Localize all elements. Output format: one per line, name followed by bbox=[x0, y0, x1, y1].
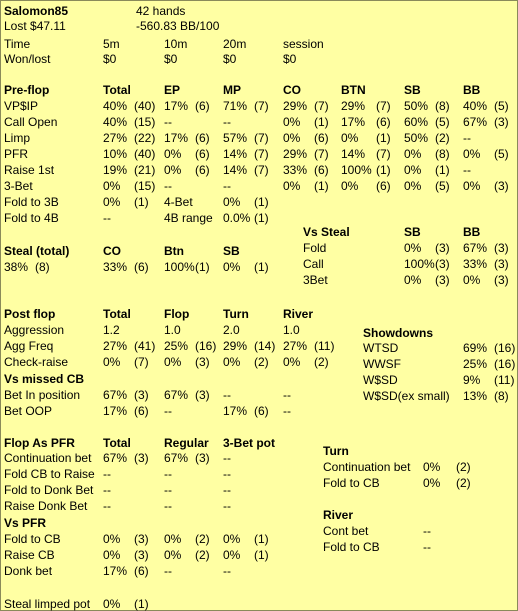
stat-value: 0% bbox=[223, 532, 241, 546]
flop-pfr-col-regular: Regular bbox=[164, 436, 209, 450]
stat-value: 17% bbox=[341, 115, 366, 129]
stat-count: (3) bbox=[494, 179, 509, 193]
stat-count: (5) bbox=[494, 147, 509, 161]
stat-value: 57% bbox=[223, 131, 248, 145]
stat-count: (5) bbox=[435, 115, 450, 129]
time-label: Time bbox=[4, 37, 31, 51]
stat-value: 25% bbox=[164, 339, 189, 353]
stat-value: -- bbox=[223, 499, 231, 513]
stat-count: (1) bbox=[254, 532, 269, 546]
stat-count: (16) bbox=[494, 341, 516, 355]
stat-value: 1.2 bbox=[103, 323, 120, 337]
stat-count: (3) bbox=[494, 273, 509, 287]
steal-col-btn: Btn bbox=[164, 244, 184, 258]
stat-value: -- bbox=[103, 467, 111, 481]
stat-value: 38% bbox=[4, 260, 29, 274]
stat-count: (3) bbox=[494, 257, 509, 271]
stat-row-label: Continuation bet bbox=[4, 451, 92, 465]
stat-row-label: Limp bbox=[4, 131, 31, 145]
stat-count: (3) bbox=[195, 355, 210, 369]
stat-count: (2) bbox=[435, 131, 450, 145]
stat-value: 67% bbox=[103, 451, 128, 465]
stat-count: (1) bbox=[134, 195, 149, 209]
stat-value: 100% bbox=[164, 260, 195, 274]
preflop-col-mp: MP bbox=[223, 83, 241, 97]
preflop-col-total: Total bbox=[103, 83, 131, 97]
stat-count: (3) bbox=[195, 388, 210, 402]
stat-value: -- bbox=[283, 388, 291, 402]
stat-count: (7) bbox=[254, 131, 269, 145]
stat-count: (1) bbox=[254, 195, 269, 209]
steal-total-title: Steal (total) bbox=[4, 244, 70, 258]
stat-value: -- bbox=[283, 404, 291, 418]
stat-value: -- bbox=[423, 540, 431, 554]
stat-row-label: Check-raise bbox=[4, 355, 69, 369]
stat-count: (6) bbox=[195, 163, 210, 177]
vs-steal-title: Vs Steal bbox=[303, 225, 350, 239]
stat-value: 17% bbox=[223, 404, 248, 418]
stat-value: 10% bbox=[103, 147, 128, 161]
stat-value: 17% bbox=[103, 404, 128, 418]
stat-value: 0% bbox=[103, 179, 121, 193]
turn-title: Turn bbox=[323, 444, 349, 458]
stat-value: -- bbox=[223, 483, 231, 497]
stat-count: (7) bbox=[376, 99, 391, 113]
stat-value: -- bbox=[463, 131, 471, 145]
stat-value: 0% bbox=[103, 532, 121, 546]
stat-value: 67% bbox=[103, 388, 128, 402]
period-session: session bbox=[283, 37, 324, 51]
lost-amount: Lost $47.11 bbox=[4, 19, 66, 33]
stat-row-label: W$SD(ex small) bbox=[363, 389, 450, 403]
stat-count: (3) bbox=[134, 451, 149, 465]
stat-count: (6) bbox=[254, 404, 269, 418]
stat-count: (1) bbox=[254, 260, 269, 274]
stat-value: 0% bbox=[164, 147, 182, 161]
stat-value: 0% bbox=[223, 355, 241, 369]
stat-count: (2) bbox=[254, 355, 269, 369]
stat-value: 27% bbox=[103, 131, 128, 145]
wonlost-5m: $0 bbox=[103, 52, 117, 66]
bb-per-100: -560.83 BB/100 bbox=[136, 19, 220, 33]
stat-row-label: Fold CB to Raise bbox=[4, 467, 95, 481]
stat-value: -- bbox=[223, 467, 231, 481]
stat-value: 19% bbox=[103, 163, 128, 177]
stat-count: (1) bbox=[134, 597, 149, 611]
stat-count: (3) bbox=[134, 532, 149, 546]
stat-count: (1) bbox=[314, 115, 329, 129]
stat-value: 0% bbox=[341, 179, 359, 193]
stat-count: (40) bbox=[134, 147, 156, 161]
stat-value: -- bbox=[223, 564, 231, 578]
stat-value: 40% bbox=[103, 99, 128, 113]
stat-count: (2) bbox=[314, 355, 329, 369]
stat-value: -- bbox=[164, 179, 172, 193]
stat-value: -- bbox=[223, 451, 231, 465]
stat-value: 0% bbox=[423, 460, 441, 474]
stat-value: 0% bbox=[223, 260, 241, 274]
stat-value: 27% bbox=[103, 339, 128, 353]
stat-row-label: W$SD bbox=[363, 373, 398, 387]
stat-count: (6) bbox=[195, 147, 210, 161]
stat-row-label: Fold bbox=[303, 241, 327, 255]
stat-count: (2) bbox=[456, 460, 471, 474]
stat-count: (40) bbox=[134, 99, 156, 113]
stat-value: 0% bbox=[283, 115, 301, 129]
stat-count: (7) bbox=[314, 99, 329, 113]
stat-count: (6) bbox=[376, 179, 391, 193]
wonlost-10m: $0 bbox=[164, 52, 178, 66]
stat-count: (7) bbox=[376, 147, 391, 161]
stat-count: (7) bbox=[254, 147, 269, 161]
stat-row-label: Fold to CB bbox=[4, 532, 61, 546]
stat-value: -- bbox=[103, 483, 111, 497]
stat-value: 67% bbox=[164, 451, 189, 465]
stat-value: 1.0 bbox=[283, 323, 300, 337]
stat-value: 100% bbox=[341, 163, 372, 177]
preflop-col-btn: BTN bbox=[341, 83, 366, 97]
stat-value: 0% bbox=[164, 532, 182, 546]
stat-count: (3) bbox=[435, 241, 450, 255]
stat-value: 14% bbox=[341, 147, 366, 161]
stat-value: 0% bbox=[223, 195, 241, 209]
stat-count: (1) bbox=[254, 211, 269, 225]
stat-row-label: Call bbox=[303, 257, 324, 271]
stat-count: (6) bbox=[134, 564, 149, 578]
stat-count: (6) bbox=[314, 163, 329, 177]
stat-value: -- bbox=[164, 404, 172, 418]
stat-row-label: Raise Donk Bet bbox=[4, 499, 88, 513]
stat-value: 0% bbox=[463, 147, 481, 161]
period-5m: 5m bbox=[103, 37, 120, 51]
stat-value: 13% bbox=[463, 389, 488, 403]
stat-count: (1) bbox=[195, 260, 210, 274]
stat-value: 29% bbox=[341, 99, 366, 113]
period-10m: 10m bbox=[164, 37, 188, 51]
stat-value: 40% bbox=[103, 115, 128, 129]
period-20m: 20m bbox=[223, 37, 247, 51]
stat-row-label: Fold to Donk Bet bbox=[4, 483, 94, 497]
stat-count: (2) bbox=[195, 532, 210, 546]
stat-value: 67% bbox=[463, 115, 488, 129]
stat-count: (41) bbox=[134, 339, 156, 353]
stat-value: 33% bbox=[103, 260, 128, 274]
stat-value: 0% bbox=[463, 273, 481, 287]
wonlost-20m: $0 bbox=[223, 52, 237, 66]
flop-pfr-col-total: Total bbox=[103, 436, 131, 450]
stat-value: 0% bbox=[283, 131, 301, 145]
stat-value: 0% bbox=[103, 597, 121, 611]
stat-value: -- bbox=[164, 483, 172, 497]
stat-count: (6) bbox=[195, 99, 210, 113]
player-name: Salomon85 bbox=[4, 4, 69, 18]
postflop-col-turn: Turn bbox=[223, 307, 249, 321]
stat-value: 14% bbox=[223, 147, 248, 161]
stat-value: 0% bbox=[164, 548, 182, 562]
stat-value: 0% bbox=[164, 163, 182, 177]
stat-value: 67% bbox=[164, 388, 189, 402]
stat-value: 0% bbox=[283, 355, 301, 369]
stat-count: (16) bbox=[195, 339, 217, 353]
stat-value: 1.0 bbox=[164, 323, 181, 337]
stat-value: 0% bbox=[341, 131, 359, 145]
stat-row-label: Cont bet bbox=[323, 524, 369, 538]
stat-value: 29% bbox=[223, 339, 248, 353]
stat-count: (1) bbox=[254, 548, 269, 562]
postflop-col-total: Total bbox=[103, 307, 131, 321]
stat-value: 17% bbox=[103, 564, 128, 578]
preflop-col-sb: SB bbox=[404, 83, 421, 97]
postflop-col-flop: Flop bbox=[164, 307, 190, 321]
stat-count: (3) bbox=[435, 273, 450, 287]
stat-value: 14% bbox=[223, 163, 248, 177]
stat-value: 69% bbox=[463, 341, 488, 355]
stat-value: 0% bbox=[423, 476, 441, 490]
four-bet-label: 4-Bet bbox=[164, 195, 193, 209]
stat-value: 29% bbox=[283, 99, 308, 113]
stat-value: -- bbox=[423, 524, 431, 538]
showdowns-title: Showdowns bbox=[363, 326, 433, 340]
preflop-col-ep: EP bbox=[164, 83, 181, 97]
fold-to-4b-label: Fold to 4B bbox=[4, 211, 59, 225]
stat-value: 0% bbox=[404, 179, 422, 193]
stat-count: (11) bbox=[314, 339, 335, 353]
stat-value: 17% bbox=[164, 99, 189, 113]
stat-value: 0% bbox=[103, 195, 121, 209]
stat-count: (2) bbox=[195, 548, 210, 562]
stat-count: (6) bbox=[314, 131, 329, 145]
stat-row-label: Bet OOP bbox=[4, 404, 53, 418]
vs-pfr-title: Vs PFR bbox=[4, 516, 47, 530]
stat-value: -- bbox=[103, 211, 111, 225]
stat-value: 33% bbox=[463, 257, 488, 271]
stat-value: 17% bbox=[164, 131, 189, 145]
stat-row-label: Raise CB bbox=[4, 548, 55, 562]
stat-row-label: Raise 1st bbox=[4, 163, 55, 177]
stat-value: -- bbox=[164, 499, 172, 513]
stat-count: (2) bbox=[456, 476, 471, 490]
stat-value: 50% bbox=[404, 99, 429, 113]
stat-value: 2.0 bbox=[223, 323, 240, 337]
stat-count: (6) bbox=[134, 404, 149, 418]
vs-missed-cb-title: Vs missed CB bbox=[4, 372, 85, 386]
stat-value: 100% bbox=[404, 257, 435, 271]
stat-count: (5) bbox=[435, 179, 450, 193]
stat-row-label: VP$IP bbox=[4, 99, 39, 113]
stat-value: 0% bbox=[404, 163, 422, 177]
four-bet-range-label: 4B range bbox=[164, 211, 213, 225]
stat-count: (6) bbox=[134, 260, 149, 274]
stat-value: -- bbox=[164, 467, 172, 481]
stat-value: -- bbox=[223, 115, 231, 129]
vs-steal-col-sb: SB bbox=[404, 225, 421, 239]
stat-count: (7) bbox=[314, 147, 329, 161]
stat-value: 0.0% bbox=[223, 211, 251, 225]
fold-to-3b-label: Fold to 3B bbox=[4, 195, 59, 209]
stat-value: 0% bbox=[463, 179, 481, 193]
stat-count: (16) bbox=[494, 357, 516, 371]
stat-value: 0% bbox=[103, 355, 121, 369]
stat-count: (3) bbox=[195, 451, 210, 465]
stat-count: (3) bbox=[134, 548, 149, 562]
stat-count: (15) bbox=[134, 179, 156, 193]
stat-value: 0% bbox=[164, 355, 182, 369]
stat-count: (8) bbox=[35, 260, 50, 274]
stat-count: (8) bbox=[435, 99, 450, 113]
stat-count: (8) bbox=[494, 389, 509, 403]
stat-count: (22) bbox=[134, 131, 156, 145]
flop-pfr-col-3bet-pot: 3-Bet pot bbox=[223, 436, 275, 450]
stat-row-label: WWSF bbox=[363, 357, 401, 371]
stat-count: (7) bbox=[254, 163, 269, 177]
vs-steal-col-bb: BB bbox=[463, 225, 481, 239]
stat-value: -- bbox=[223, 179, 231, 193]
stat-count: (3) bbox=[494, 241, 509, 255]
stat-value: 27% bbox=[283, 339, 308, 353]
wonlost-session: $0 bbox=[283, 52, 297, 66]
stat-count: (6) bbox=[195, 131, 210, 145]
preflop-col-bb: BB bbox=[463, 83, 481, 97]
steal-col-sb: SB bbox=[223, 244, 240, 258]
stat-count: (7) bbox=[134, 355, 149, 369]
stat-value: 60% bbox=[404, 115, 429, 129]
stat-count: (8) bbox=[435, 147, 450, 161]
stat-count: (3) bbox=[494, 115, 509, 129]
stat-count: (6) bbox=[376, 115, 391, 129]
stat-value: 0% bbox=[404, 241, 422, 255]
stat-count: (1) bbox=[435, 163, 450, 177]
stat-count: (3) bbox=[134, 388, 149, 402]
stat-count: (14) bbox=[254, 339, 276, 353]
stat-row-label: Call Open bbox=[4, 115, 58, 129]
stat-row-label: Fold to CB bbox=[323, 476, 380, 490]
stat-count: (1) bbox=[314, 179, 329, 193]
stat-value: 25% bbox=[463, 357, 488, 371]
stat-row-label: Aggression bbox=[4, 323, 65, 337]
stat-value: -- bbox=[463, 163, 471, 177]
stat-value: 71% bbox=[223, 99, 248, 113]
stat-row-label: Fold to CB bbox=[323, 540, 380, 554]
flop-as-pfr-title: Flop As PFR bbox=[4, 436, 75, 450]
stat-value: 67% bbox=[463, 241, 488, 255]
stat-count: (3) bbox=[435, 257, 450, 271]
steal-limped-pot-label: Steal limped pot bbox=[4, 597, 91, 611]
steal-col-co: CO bbox=[103, 244, 121, 258]
stat-row-label: 3-Bet bbox=[4, 179, 33, 193]
stat-value: 0% bbox=[404, 273, 422, 287]
stat-count: (21) bbox=[134, 163, 156, 177]
stat-value: 29% bbox=[283, 147, 308, 161]
stat-count: (11) bbox=[494, 373, 515, 387]
stat-row-label: WTSD bbox=[363, 341, 399, 355]
stat-value: 9% bbox=[463, 373, 481, 387]
stat-count: (5) bbox=[494, 99, 509, 113]
river-title: River bbox=[323, 508, 354, 522]
stat-count: (7) bbox=[254, 99, 269, 113]
stat-value: -- bbox=[223, 388, 231, 402]
preflop-col-co: CO bbox=[283, 83, 301, 97]
stat-count: (1) bbox=[376, 131, 391, 145]
wonlost-label: Won/lost bbox=[4, 52, 51, 66]
postflop-title: Post flop bbox=[4, 307, 56, 321]
stat-count: (1) bbox=[376, 163, 391, 177]
postflop-col-river: River bbox=[283, 307, 314, 321]
stat-value: -- bbox=[164, 115, 172, 129]
stat-count: (15) bbox=[134, 115, 156, 129]
stat-row-label: Agg Freq bbox=[4, 339, 54, 353]
stat-value: 33% bbox=[283, 163, 308, 177]
stat-value: 0% bbox=[223, 548, 241, 562]
stat-row-label: Bet In position bbox=[4, 388, 81, 402]
stat-value: 0% bbox=[404, 147, 422, 161]
stat-value: -- bbox=[164, 564, 172, 578]
stat-value: 0% bbox=[283, 179, 301, 193]
stat-value: 0% bbox=[103, 548, 121, 562]
stat-row-label: PFR bbox=[4, 147, 28, 161]
stat-value: 40% bbox=[463, 99, 488, 113]
stat-value: -- bbox=[103, 499, 111, 513]
hands-count: 42 hands bbox=[136, 4, 186, 18]
stat-value: 50% bbox=[404, 131, 429, 145]
preflop-title: Pre-flop bbox=[4, 83, 50, 97]
stat-row-label: 3Bet bbox=[303, 273, 328, 287]
stat-row-label: Donk bet bbox=[4, 564, 53, 578]
stat-row-label: Continuation bet bbox=[323, 460, 411, 474]
